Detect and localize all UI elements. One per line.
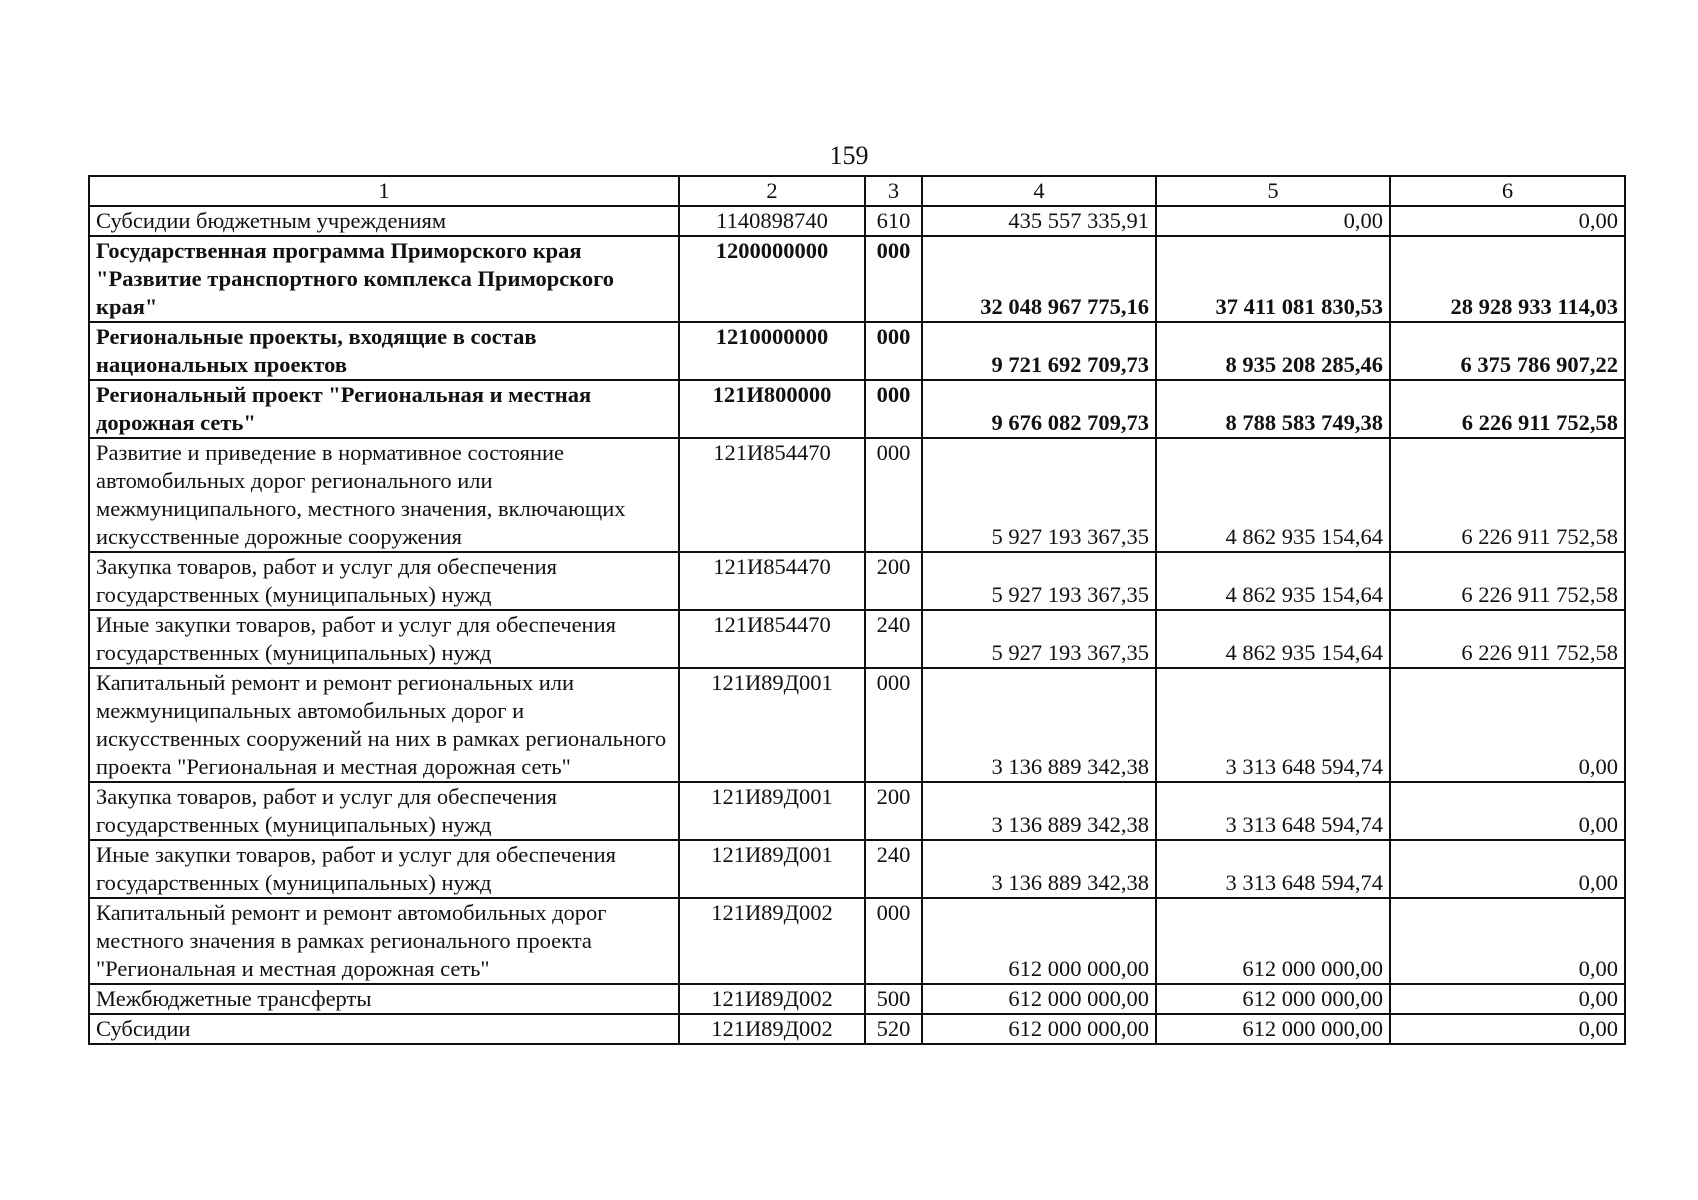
table-row [89,380,1625,438]
column-header: 1 [89,176,679,206]
row-type-cell: 000 [865,668,922,782]
row-value-col5: 0,00 [1156,206,1390,236]
table-row [89,438,1625,552]
row-code-cell: 121И854470 [679,552,865,610]
row-name-cell: Развитие и приведение в нормативное состояние автомобильных дорог регионального или межмуниципального, местного значения, включающих искусственные дорожные сооружения [89,438,679,552]
row-value-col4: 9 721 692 709,73 [922,322,1156,380]
table-row [89,552,1625,610]
column-header: 6 [1390,176,1625,206]
row-value-col4: 3 136 889 342,38 [922,782,1156,840]
row-type-cell: 500 [865,984,922,1014]
budget-table [88,175,1626,1045]
row-name-cell: Иные закупки товаров, работ и услуг для обеспечения государственных (муниципальных) нужд [89,610,679,668]
row-code-cell: 1210000000 [679,322,865,380]
row-value-col4: 612 000 000,00 [922,1014,1156,1044]
row-type-cell: 520 [865,1014,922,1044]
row-value-col6: 0,00 [1390,1014,1625,1044]
row-value-col6: 0,00 [1390,898,1625,984]
row-value-col6: 6 375 786 907,22 [1390,322,1625,380]
column-header: 5 [1156,176,1390,206]
row-code-cell: 1140898740 [679,206,865,236]
row-value-col4: 612 000 000,00 [922,898,1156,984]
table-row [89,1014,1625,1044]
row-type-cell: 000 [865,898,922,984]
row-type-cell: 240 [865,840,922,898]
row-code-cell: 121И854470 [679,610,865,668]
row-value-col4: 32 048 967 775,16 [922,236,1156,322]
row-code-cell: 121И89Д002 [679,898,865,984]
row-name-cell: Субсидии [89,1014,679,1044]
row-name-cell: Субсидии бюджетным учреждениям [89,206,679,236]
table-row [89,898,1625,984]
column-header: 4 [922,176,1156,206]
row-value-col5: 4 862 935 154,64 [1156,438,1390,552]
row-type-cell: 000 [865,236,922,322]
row-value-col5: 4 862 935 154,64 [1156,610,1390,668]
table-row [89,322,1625,380]
row-value-col5: 612 000 000,00 [1156,898,1390,984]
row-value-col5: 3 313 648 594,74 [1156,668,1390,782]
row-value-col6: 28 928 933 114,03 [1390,236,1625,322]
row-value-col4: 5 927 193 367,35 [922,438,1156,552]
row-value-col4: 435 557 335,91 [922,206,1156,236]
row-code-cell: 121И89Д001 [679,668,865,782]
row-code-cell: 121И854470 [679,438,865,552]
row-code-cell: 121И89Д002 [679,984,865,1014]
header-row [89,176,1625,206]
row-value-col5: 612 000 000,00 [1156,984,1390,1014]
row-code-cell: 1200000000 [679,236,865,322]
table-row [89,236,1625,322]
row-value-col4: 5 927 193 367,35 [922,552,1156,610]
row-type-cell: 200 [865,552,922,610]
row-value-col6: 0,00 [1390,206,1625,236]
row-name-cell: Закупка товаров, работ и услуг для обеспечения государственных (муниципальных) нужд [89,552,679,610]
row-value-col4: 5 927 193 367,35 [922,610,1156,668]
row-type-cell: 200 [865,782,922,840]
table-body [89,176,1625,1044]
row-value-col5: 612 000 000,00 [1156,1014,1390,1044]
row-value-col5: 37 411 081 830,53 [1156,236,1390,322]
row-code-cell: 121И800000 [679,380,865,438]
row-value-col4: 9 676 082 709,73 [922,380,1156,438]
row-value-col6: 0,00 [1390,782,1625,840]
row-value-col6: 0,00 [1390,984,1625,1014]
row-name-cell: Закупка товаров, работ и услуг для обеспечения государственных (муниципальных) нужд [89,782,679,840]
row-value-col5: 4 862 935 154,64 [1156,552,1390,610]
row-type-cell: 240 [865,610,922,668]
table-row [89,984,1625,1014]
row-value-col5: 3 313 648 594,74 [1156,840,1390,898]
row-value-col5: 3 313 648 594,74 [1156,782,1390,840]
row-name-cell: Государственная программа Приморского края "Развитие транспортного комплекса Приморского края" [89,236,679,322]
row-value-col6: 6 226 911 752,58 [1390,552,1625,610]
page-number: 159 [829,141,869,170]
table-row [89,782,1625,840]
row-name-cell: Региональные проекты, входящие в состав национальных проектов [89,322,679,380]
row-code-cell: 121И89Д001 [679,782,865,840]
row-value-col5: 8 935 208 285,46 [1156,322,1390,380]
row-value-col4: 3 136 889 342,38 [922,668,1156,782]
row-value-col4: 3 136 889 342,38 [922,840,1156,898]
row-type-cell: 000 [865,322,922,380]
row-name-cell: Капитальный ремонт и ремонт региональных или межмуниципальных автомобильных дорог и искусственных сооружений на них в рамках регионального проекта "Региональная и местная дорожная сеть" [89,668,679,782]
row-value-col5: 8 788 583 749,38 [1156,380,1390,438]
row-name-cell: Региональный проект "Региональная и местная дорожная сеть" [89,380,679,438]
row-value-col6: 6 226 911 752,58 [1390,438,1625,552]
table-row [89,668,1625,782]
row-code-cell: 121И89Д002 [679,1014,865,1044]
row-name-cell: Иные закупки товаров, работ и услуг для обеспечения государственных (муниципальных) нужд [89,840,679,898]
table-row [89,610,1625,668]
column-header: 3 [865,176,922,206]
row-type-cell: 610 [865,206,922,236]
row-code-cell: 121И89Д001 [679,840,865,898]
row-value-col6: 0,00 [1390,840,1625,898]
row-value-col6: 6 226 911 752,58 [1390,380,1625,438]
row-type-cell: 000 [865,438,922,552]
row-name-cell: Межбюджетные трансферты [89,984,679,1014]
row-type-cell: 000 [865,380,922,438]
table-row [89,206,1625,236]
row-value-col6: 6 226 911 752,58 [1390,610,1625,668]
table-row [89,840,1625,898]
row-name-cell: Капитальный ремонт и ремонт автомобильных дорог местного значения в рамках регионального проекта "Региональная и местная дорожная сеть" [89,898,679,984]
row-value-col4: 612 000 000,00 [922,984,1156,1014]
column-header: 2 [679,176,865,206]
row-value-col6: 0,00 [1390,668,1625,782]
